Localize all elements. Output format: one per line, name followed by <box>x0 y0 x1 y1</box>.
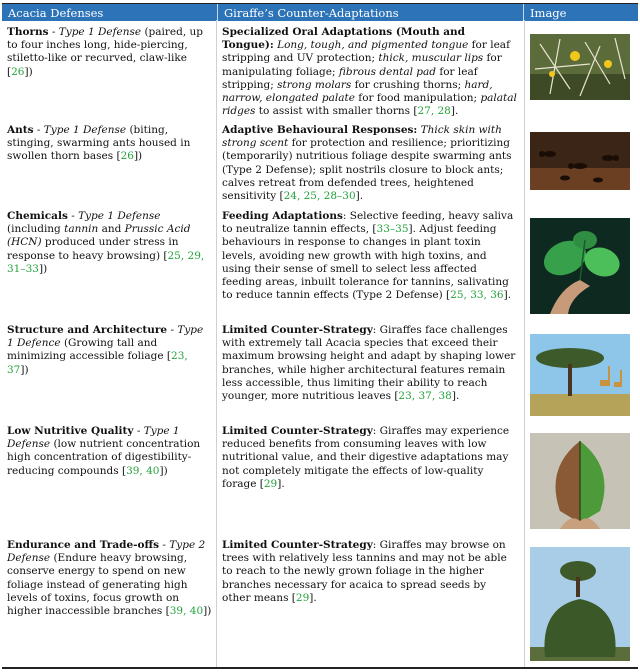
text-fragment: for leaf stripping; <box>222 65 478 91</box>
defense-type: Type 1 Defence <box>7 324 204 350</box>
text-fragment: Long, tough, and pigmented tongue <box>277 39 469 52</box>
table-header <box>2 4 638 21</box>
defense-type: Type 1 Defense <box>78 210 161 222</box>
citation-link[interactable]: 33–35 <box>376 223 409 236</box>
text-fragment: strong molars <box>277 78 352 91</box>
citation-link[interactable]: 25, 33, 36 <box>450 289 504 302</box>
ants-image <box>530 132 630 190</box>
text-fragment: ]. <box>450 105 459 118</box>
text-fragment: ]. <box>355 190 364 203</box>
citation-link[interactable]: 29 <box>295 591 310 604</box>
citation-link[interactable]: 26 <box>120 150 134 163</box>
adaptation-cell <box>222 210 517 302</box>
defense-cell: Endurance and Trade-offs - Type 2 Defense (Endure heavy browsing, conserve energy to spend on new foliage instead of generating high levels of toxins, focus growth on higher inaccessible branches [39, 40]) <box>7 539 212 618</box>
citation-link[interactable]: 23, 37 <box>7 350 188 376</box>
text-fragment: : Selective feeding, heavy saliva to neutralize tannin effects, [ <box>222 210 514 236</box>
text-fragment: tannin <box>64 223 99 236</box>
citation-link[interactable]: 24, 25, 28–30 <box>283 190 356 203</box>
text-fragment: for crushing thorns; <box>351 78 465 91</box>
defense-cell: Low Nutritive Quality - Type 1 Defense (low nutrient concentration high concentration of digestibility-reducing compounds [39, 40]) <box>7 425 201 477</box>
text-fragment: hard, narrow, elongated palate <box>222 78 493 105</box>
text-fragment: for leaf stripping and UV protection; <box>222 39 510 65</box>
defense-cell: Structure and Architecture - Type 1 Defence (Growing tall and minimizing accessible foliage [23, 37]) <box>7 324 204 376</box>
column-divider <box>216 20 217 668</box>
defense-text: (paired, up to four inches long, hide-piercing, stiletto-like or recurved, claw-like [ <box>7 26 203 78</box>
text-fragment: ]) <box>20 363 29 376</box>
adaptation-title: Limited Counter-Strategy <box>222 324 373 336</box>
text-fragment: thick, muscular lips <box>378 52 484 65</box>
adaptation-cell <box>222 425 517 491</box>
adaptation-title: Specialized Oral Adaptations (Mouth and Tongue): <box>222 26 466 52</box>
adaptation-cell <box>222 539 517 605</box>
text-fragment: Thick skin with strong scent <box>222 124 502 150</box>
text-fragment: for food manipulation; <box>354 92 481 105</box>
thorns-image <box>530 34 630 100</box>
citation-link[interactable]: 27, 28 <box>417 105 451 118</box>
defense-text: (Growing tall and minimizing accessible foliage [ <box>7 337 172 363</box>
text-fragment: ]) <box>203 605 212 618</box>
chemicals-image <box>530 218 630 314</box>
defense-cell: Chemicals - Type 1 Defense (including tannin and Prussic Acid (HCN) produced under stress in response to heavy browsing) [25, 29, 31–33]) <box>7 210 205 275</box>
header-image: Image <box>530 5 567 20</box>
adaptation-title: Feeding Adaptations <box>222 210 343 222</box>
text-fragment: ]) <box>24 65 33 78</box>
defense-text: (low nutrient concentration high concentration of digestibility-reducing compounds [ <box>7 438 201 477</box>
defense-cell: Thorns - Type 1 Defense (paired, up to four inches long, hide-piercing, stiletto-like or recurved, claw-like [26]) <box>7 26 203 78</box>
text-fragment: ]. <box>503 289 512 302</box>
text-fragment: to assist with smaller thorns [ <box>255 105 418 118</box>
adaptation-cell <box>222 324 517 403</box>
defense-cell: Ants - Type 1 Defense (biting, stinging, swarming ants housed in swollen thorn bases [26]) <box>7 124 191 163</box>
defense-title: Ants <box>7 124 34 136</box>
header-counter-adaptations: Giraffe’s Counter-Adaptations <box>218 4 524 21</box>
text-fragment: Prussic Acid (HCN) <box>7 223 191 249</box>
defense-title: Endurance and Trade-offs <box>7 539 160 551</box>
text-fragment: ]. <box>277 477 285 490</box>
defense-type: Type 1 Defense <box>43 124 127 136</box>
leaf-image <box>530 433 630 529</box>
citation-link[interactable]: 26 <box>11 65 25 78</box>
text-fragment: : Giraffes may browse on trees with relatively less tannins and may not be able to reach to the newly grown foliage in the higher branches necessary for acaica to spread seeds by other means [ <box>222 539 507 604</box>
defense-text: (Endure heavy browsing, conserve energy to spend on new foliage instead of generating high levels of toxins, focus growth on higher inaccessible branches [ <box>7 552 188 618</box>
text-fragment: palatal ridges <box>222 92 517 118</box>
text-fragment: fibrous dental pad <box>338 65 436 78</box>
text-fragment: ]. <box>309 591 317 604</box>
citation-link[interactable]: 29 <box>263 477 278 490</box>
defense-title: Thorns <box>7 26 49 38</box>
text-fragment: : Giraffes may experience reduced benefits from consuming leaves with low nutritional value, and their digestive adaptations may not completely mitigate the effects of low-quality forage [ <box>222 425 510 490</box>
header-acacia-defenses: Acacia Defenses <box>2 4 218 21</box>
text-fragment: ]. Adjust feeding behaviours in response to changes in plant toxin levels, avoiding new growth with high toxins, and using their sense of smell to select less affected feeding areas, inbuilt tolerance for tannins, salivating to reduce tannin effects (Type 2 Defense) [ <box>222 223 509 302</box>
defense-title: Low Nutritive Quality <box>7 425 134 437</box>
citation-link[interactable]: 39, 40 <box>169 605 204 618</box>
text-fragment: ]) <box>38 262 48 275</box>
table-bottom-rule <box>2 667 638 669</box>
adaptation-title: Limited Counter-Strategy <box>222 425 373 437</box>
text-fragment: ]. <box>451 390 460 403</box>
text-fragment: (including <box>7 223 65 236</box>
text-fragment: ]) <box>159 464 168 477</box>
defense-type: Type 1 Defense <box>7 425 180 451</box>
defense-table <box>2 3 638 21</box>
adaptation-cell <box>222 124 517 203</box>
defense-title: Chemicals <box>7 210 68 222</box>
text-fragment: ]) <box>133 150 143 163</box>
adaptation-cell <box>222 26 517 118</box>
adaptation-title: Limited Counter-Strategy <box>222 539 373 551</box>
text-fragment: : Giraffes face challenges with extremely tall Acacia species that exceed their maximum browsing height and adapt by shaping lower branches, while higher architectural features remain less accessible, thus limiting their ability to reach younger, more nutritious leaves [ <box>222 324 516 403</box>
citation-link[interactable]: 39, 40 <box>126 464 160 477</box>
defense-title: Structure and Architecture <box>7 324 168 336</box>
defense-text: produced under stress in response to heavy browsing) [ <box>7 236 179 262</box>
savanna-giraffe-image <box>530 334 630 416</box>
defense-type: Type 2 Defense <box>7 539 206 565</box>
citation-link[interactable]: 25, 29, 31–33 <box>7 249 205 275</box>
bushy-tree-image <box>530 547 630 661</box>
citation-link[interactable]: 23, 37, 38 <box>398 390 452 403</box>
text-fragment: for manipulating foliage; <box>222 52 502 78</box>
adaptation-title: Adaptive Behavioural Responses: <box>222 124 418 136</box>
text-fragment: and <box>98 223 125 236</box>
column-divider <box>524 20 525 668</box>
defense-text: (biting, stinging, swarming ants housed in swollen thorn bases [ <box>7 124 191 163</box>
defense-type: Type 1 Defense <box>58 26 142 38</box>
text-fragment: for protection and resilience; prioritizing (temporarily) nutritious foliage despite swarming ants (Type 2 Defense); split nostrils closure to block ants; calves retreat from defended trees, heightened sensitivity [ <box>222 137 512 203</box>
